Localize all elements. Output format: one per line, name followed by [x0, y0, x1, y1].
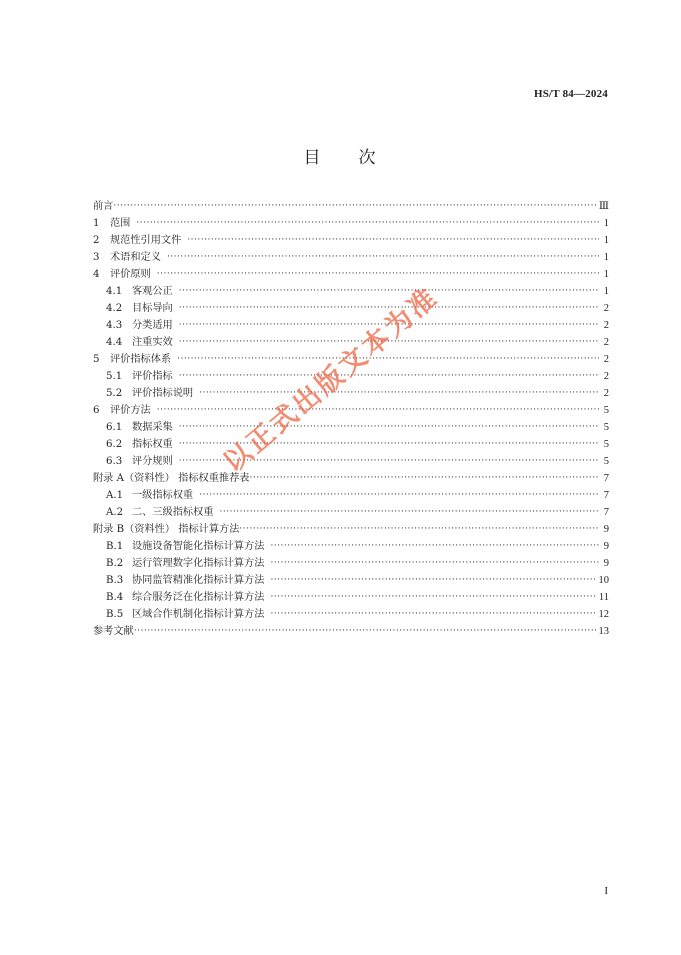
toc-entry-page: 5	[603, 422, 609, 433]
toc-entry-title: 评价指标体系	[110, 354, 172, 365]
dot-leader	[199, 385, 599, 402]
toc-entry[interactable]	[93, 589, 609, 606]
toc-entry[interactable]	[93, 249, 609, 266]
toc-entry-page: 5	[603, 405, 609, 416]
toc-entry-title: 数据采集	[132, 422, 173, 433]
toc-entry[interactable]	[93, 266, 609, 283]
toc-entry-page: 2	[603, 337, 609, 348]
toc-entry-number: 4.4	[106, 337, 123, 348]
dot-leader	[187, 232, 599, 249]
dot-leader	[239, 521, 599, 538]
dot-leader	[157, 266, 599, 283]
toc-entry-number: 6.3	[106, 456, 123, 467]
toc-entry-number: 5.2	[106, 388, 123, 399]
toc-entry-page: 2	[603, 303, 609, 314]
toc-entry[interactable]	[93, 385, 609, 402]
toc-entry[interactable]	[93, 283, 609, 300]
toc-entry-title: 目标导向	[132, 303, 173, 314]
page-number: I	[604, 885, 608, 897]
toc-entry-number: 5.1	[106, 371, 123, 382]
toc-entry-page: Ⅲ	[598, 201, 609, 212]
toc-entry-page: 9	[603, 558, 609, 569]
toc-entry-page: 11	[598, 592, 609, 603]
toc-entry-title: 参考文献	[93, 626, 134, 637]
toc-entry-title: 指标权重	[132, 439, 173, 450]
toc-entry-title: 规范性引用文件	[110, 235, 182, 246]
toc-entry-title: 评价指标说明	[132, 388, 194, 399]
toc-entry-title: 综合服务泛在化指标计算方法	[132, 592, 265, 603]
toc-entry-page: 1	[603, 218, 609, 229]
toc-entry[interactable]	[93, 436, 609, 453]
toc-entry-page: 10	[598, 575, 609, 586]
toc-entry-page: 1	[603, 235, 609, 246]
page-title	[0, 143, 681, 168]
toc-entry-number: 2	[93, 235, 100, 246]
toc-entry-number: B.2	[106, 558, 124, 569]
table-of-contents	[93, 198, 609, 640]
toc-entry-title: 区域合作机制化指标计算方法	[132, 609, 265, 620]
toc-entry-page: 5	[603, 439, 609, 450]
toc-entry-number: A.2	[106, 507, 124, 518]
toc-entry-page: 7	[603, 507, 609, 518]
dot-leader	[157, 402, 599, 419]
title-char-1: 目	[303, 148, 323, 168]
toc-entry-title: 附录 A（资料性） 指标权重推荐表	[93, 473, 250, 484]
toc-entry[interactable]	[93, 215, 609, 232]
toc-entry[interactable]	[93, 419, 609, 436]
toc-entry[interactable]	[93, 402, 609, 419]
toc-entry[interactable]	[93, 572, 609, 589]
toc-entry-title: 评价指标	[132, 371, 173, 382]
toc-entry[interactable]	[93, 623, 609, 640]
toc-entry[interactable]	[93, 232, 609, 249]
toc-entry-number: 1	[93, 218, 100, 229]
toc-entry-title: 评价方法	[110, 405, 151, 416]
toc-entry[interactable]	[93, 521, 609, 538]
toc-entry-page: 2	[603, 320, 609, 331]
toc-entry-page: 9	[603, 541, 609, 552]
toc-entry-number: B.1	[106, 541, 124, 552]
toc-entry[interactable]	[93, 538, 609, 555]
toc-entry-page: 7	[603, 490, 609, 501]
dot-leader	[220, 504, 600, 521]
toc-entry-title: 范围	[110, 218, 131, 229]
dot-leader	[179, 368, 599, 385]
toc-entry-title: 附录 B（资料性） 指标计算方法	[93, 524, 240, 535]
toc-entry[interactable]	[93, 470, 609, 487]
toc-entry-title: 注重实效	[132, 337, 173, 348]
dot-leader	[113, 198, 595, 215]
toc-entry-page: 5	[603, 456, 609, 467]
toc-entry-title: 二、三级指标权重	[132, 507, 214, 518]
toc-entry-page: 1	[603, 269, 609, 280]
toc-entry-number: 3	[93, 252, 100, 263]
toc-entry-title: 运行管理数字化指标计算方法	[132, 558, 265, 569]
dot-leader	[249, 470, 599, 487]
toc-entry-number: 6.2	[106, 439, 123, 450]
toc-entry[interactable]	[93, 453, 609, 470]
toc-entry[interactable]	[93, 317, 609, 334]
toc-entry[interactable]	[93, 606, 609, 623]
toc-entry-number: A.1	[106, 490, 124, 501]
toc-entry-title: 客观公正	[132, 286, 173, 297]
toc-entry-title: 设施设备智能化指标计算方法	[132, 541, 265, 552]
dot-leader	[179, 283, 599, 300]
watermark: 以正式出版文本为准	[217, 281, 445, 479]
toc-entry-page: 1	[603, 252, 609, 263]
standard-code: HS/T 84—2024	[533, 88, 608, 100]
toc-entry-number: 4.3	[106, 320, 123, 331]
toc-entry-title: 协同监管精准化指标计算方法	[132, 575, 265, 586]
toc-entry-number: B.5	[106, 609, 124, 620]
dot-leader	[270, 555, 599, 572]
toc-entry-page: 2	[603, 354, 609, 365]
toc-entry-page: 2	[603, 371, 609, 382]
title-char-2: 次	[358, 148, 378, 168]
toc-entry[interactable]	[93, 198, 609, 215]
dot-leader	[199, 487, 599, 504]
toc-entry[interactable]	[93, 300, 609, 317]
toc-entry[interactable]	[93, 555, 609, 572]
toc-entry-title: 评价原则	[110, 269, 151, 280]
toc-entry[interactable]	[93, 504, 609, 521]
toc-entry-page: 7	[603, 473, 609, 484]
toc-entry-title: 评分规则	[132, 456, 173, 467]
toc-entry-number: B.4	[106, 592, 124, 603]
dot-leader	[270, 589, 595, 606]
dot-leader	[270, 538, 599, 555]
toc-entry-number: 4.2	[106, 303, 123, 314]
toc-entry-number: 6	[93, 405, 100, 416]
toc-entry-title: 前言	[93, 201, 114, 212]
toc-entry-page: 9	[603, 524, 609, 535]
toc-entry[interactable]	[93, 487, 609, 504]
dot-leader	[167, 249, 599, 266]
toc-entry-page: 12	[598, 609, 609, 620]
dot-leader	[134, 623, 596, 640]
toc-entry-page: 2	[603, 388, 609, 399]
toc-entry-number: 6.1	[106, 422, 123, 433]
toc-entry-title: 一级指标权重	[132, 490, 194, 501]
dot-leader	[270, 572, 595, 589]
toc-entry-page: 1	[603, 286, 609, 297]
toc-entry-number: B.3	[106, 575, 124, 586]
toc-entry-title: 分类适用	[132, 320, 173, 331]
toc-entry-number: 5	[93, 354, 100, 365]
toc-entry-number: 4	[93, 269, 100, 280]
dot-leader	[136, 215, 599, 232]
toc-entry-page: 13	[598, 626, 609, 637]
toc-entry-title: 术语和定义	[110, 252, 161, 263]
dot-leader	[270, 606, 595, 623]
toc-entry-number: 4.1	[106, 286, 123, 297]
